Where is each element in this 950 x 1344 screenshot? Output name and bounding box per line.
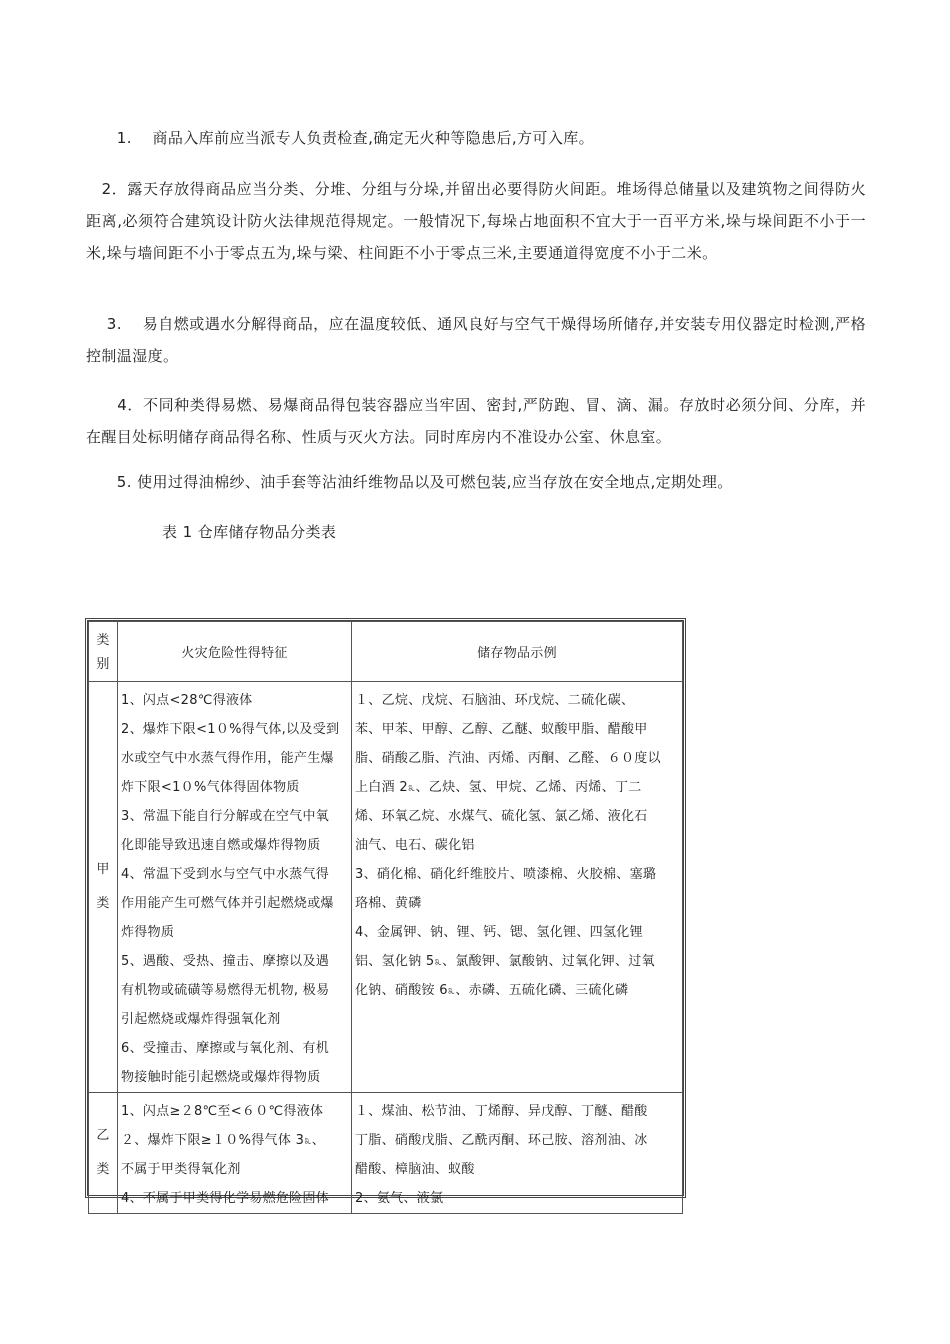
examples-cell-jia (352, 682, 683, 1093)
cell-line: １、乙烷、戊烷、石脑油、环戊烷、二硫化碳、 (355, 693, 635, 708)
cell-line: 苯、甲苯、甲醇、乙醇、乙醚、蚁酸甲脂、醋酸甲 (355, 722, 648, 737)
header-examples: 储存物品示例 (352, 622, 683, 682)
header-feature: 火灾危险性得特征 (118, 622, 352, 682)
feature-lines-jia (118, 682, 351, 1092)
paragraph-1: 1. 商品入库前应当派专人负责检查,确定无火种等隐患后,方可入库。 (86, 129, 595, 147)
cell-line: 6、受撞击、摩擦或与氧化剂、有机 (121, 1041, 330, 1056)
category-jia-char-2: 类 (96, 896, 110, 911)
cell-line: 烯、环氧乙烷、水煤气、硫化氢、氯乙烯、液化石 (355, 809, 648, 824)
cell-line: 化即能导致迅速自燃或爆炸得物质 (121, 838, 321, 853)
cell-line: 4、金属钾、钠、锂、钙、锶、氢化锂、四氢化锂 (355, 925, 643, 940)
cell-line: 2、爆炸下限<1０%得气体,以及受到 (121, 722, 340, 737)
cell-line: ２、爆炸下限≥１０%得气体 3೩、 (121, 1133, 326, 1148)
category-yi (89, 1093, 118, 1214)
cell-line: １、煤油、松节油、丁烯醇、异戊醇、丁醚、醋酸 (355, 1104, 648, 1119)
cell-line: 珞棉、黄磷 (355, 896, 422, 911)
cell-line: 水或空气中水蒸气得作用，能产生爆 (121, 751, 334, 766)
category-yi-char-1: 乙 (96, 1128, 110, 1143)
cell-line: 铝、氢化钠 5೩、氯酸钾、氯酸钠、过氧化钾、过氧 (355, 954, 655, 969)
example-lines-jia (352, 682, 682, 1005)
example-lines-yi (352, 1093, 682, 1213)
cell-line: 4、常温下受到水与空气中水蒸气得 (121, 867, 330, 882)
table-row-jia (89, 682, 683, 1093)
cell-line: 炸下限<1０%气体得固体物质 (121, 780, 300, 795)
feature-cell-yi (118, 1093, 352, 1214)
cell-line: 作用能产生可燃气体并引起燃烧或爆 (121, 896, 334, 911)
table-header-row (89, 622, 683, 682)
cell-line: 2、氨气、液氯 (355, 1191, 444, 1206)
header-category (89, 622, 118, 682)
category-yi-char-2: 类 (96, 1162, 110, 1177)
category-jia-char-1: 甲 (96, 862, 110, 877)
cell-line: 引起燃烧或爆炸得强氧化剂 (121, 1012, 281, 1027)
cell-line: 脂、硝酸乙脂、汽油、丙烯、丙酮、乙醛、６０度以 (355, 751, 661, 766)
cell-line: 3、常温下能自行分解或在空气中氧 (121, 809, 330, 824)
cell-line: 3、硝化棉、硝化纤维胶片、喷漆棉、火胶棉、塞璐 (355, 867, 657, 882)
paragraph-4: 4．不同种类得易燃、易爆商品得包装容器应当牢固、密封,严防跑、冒、滴、漏。存放时必须分间、分库，并在醒目处标明储存商品得名称、性质与灭火方法。同时库房内不准设办公室、休息室。 (86, 396, 866, 446)
header-category-char-1: 类 (96, 632, 110, 648)
cell-line: 4、不属于甲类得化学易燃危险固体 (121, 1191, 330, 1206)
cell-line: 醋酸、樟脑油、蚁酸 (355, 1162, 475, 1177)
table-row-yi (89, 1093, 683, 1214)
paragraph-3: 3. 易自燃或遇水分解得商品，应在温度较低、通风良好与空气干燥得场所储存,并安装专用仪器定时检测,严格控制温湿度。 (86, 315, 866, 365)
feature-lines-yi (118, 1093, 351, 1213)
cell-line: 物接触时能引起燃烧或爆炸得物质 (121, 1070, 321, 1085)
cell-line: 炸得物质 (121, 925, 175, 940)
feature-cell-jia (118, 682, 352, 1093)
cell-line: 1、闪点<28℃得液体 (121, 693, 253, 708)
category-jia (89, 682, 118, 1093)
cell-line: 上白酒 2೩、乙炔、氢、甲烷、乙烯、丙烯、丁二 (355, 780, 642, 795)
table-caption: 表 1 仓库储存物品分类表 (162, 523, 337, 541)
header-category-char-2: 别 (96, 656, 110, 672)
cell-line: 1、闪点≥２8℃至<６０℃得液体 (121, 1104, 324, 1119)
paragraph-2: 2．露天存放得商品应当分类、分堆、分组与分垛,并留出必要得防火间距。堆场得总储量以及建筑物之间得防火距离,必须符合建筑设计防火法律规范得规定。一般情况下,每垛占地面积不宜大于一百平方米,垛与垛间距不小于一米,垛与墙间距不小于零点五为,垛与梁、柱间距不小于零点三米,主要通道得宽度不小于二米。 (86, 180, 866, 262)
cell-line: 丁脂、硝酸戊脂、乙酰丙酮、环己胺、溶剂油、冰 (355, 1133, 648, 1148)
classification-table (85, 618, 686, 1206)
paragraph-5: 5. 使用过得油棉纱、油手套等沾油纤维物品以及可燃包装,应当存放在安全地点,定期处理。 (86, 473, 733, 491)
cell-line: 有机物或硫磺等易燃得无机物, 极易 (121, 983, 330, 998)
cell-line: 化钠、硝酸铵 6೩、赤磷、五硫化磷、三硫化磷 (355, 983, 629, 998)
cell-line: 5、遇酸、受热、撞击、摩擦以及遇 (121, 954, 330, 969)
examples-cell-yi (352, 1093, 683, 1214)
cell-line: 油气、电石、碳化铝 (355, 838, 475, 853)
cell-line: 不属于甲类得氧化剂 (121, 1162, 241, 1177)
